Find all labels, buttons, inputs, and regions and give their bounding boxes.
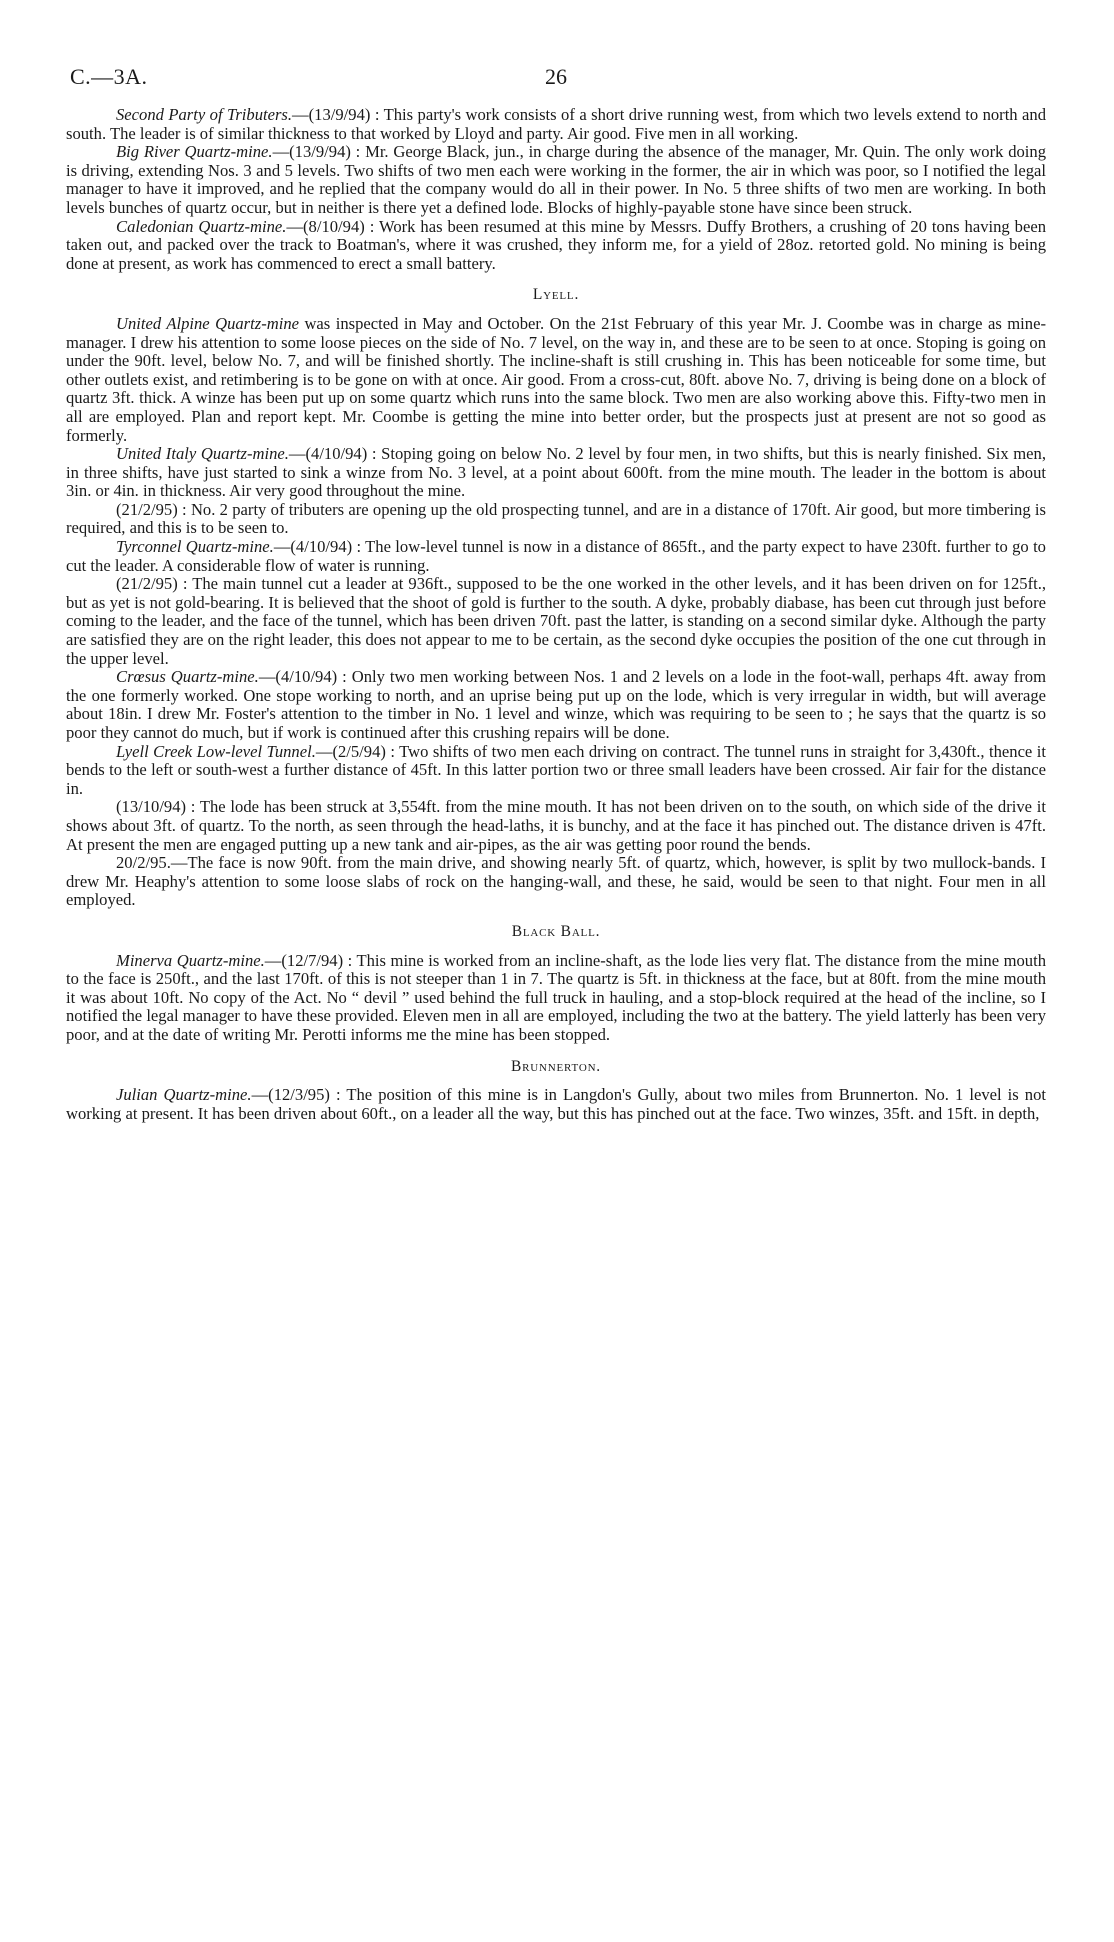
paragraph-united-alpine: United Alpine Quartz-mine was inspected in May and October. On the 21st February of this year Mr. J. Coombe was in charge as mine-manager. I drew his attention to some loose pieces on the side of No. 7 level, on the way in, and these are to be seen to at once. Stoping is going on under the 90ft. level, below No. 7, and will be finished shortly. The incline-shaft is still crushing in. This has been noticeable for some time, but other outlets exist, and retimbering is to be gone on with at once. Air good. From a cross-cut, 80ft. above No. 7, driving is being done on a block of quartz 3ft. thick. A winze has been put up on some quartz which runs into the same block. Two men are also working above this. Fifty-two men in all are employed. Plan and report kept. Mr. Coombe is getting the mine into better order, but the prospects just at present are not so good as formerly. — [66, 313, 1046, 445]
paragraph-croesus: Crœsus Quartz-mine.—(4/10/94) : Only two men working between Nos. 1 and 2 levels on a lode in the foot-wall, perhaps 4ft. away from the one formerly worked. One stope working to north, and an uprise being put up on the lode, which is very irregular in width, but will average about 18in. I drew Mr. Foster's attention to the timber in No. 1 level and winze, which was requiring to be seen to ; he says that the quartz is so poor they cannot do much, but if work is continued after this crushing repairs will be done. — [66, 667, 1046, 742]
page-header — [66, 58, 1046, 100]
paragraph-second-party-tributers: Second Party of Tributers.—(13/9/94) : This party's work consists of a short drive running west, from which two levels extend to north and south. The leader is of similar thickness to that worked by Lloyd and party. Air good. Five men in all working. — [66, 105, 1046, 143]
paragraph-big-river: Big River Quartz-mine.—(13/9/94) : Mr. George Black, jun., in charge during the absence of the manager, Mr. Quin. The only work doing is driving, extending Nos. 3 and 5 levels. Two shifts of two men each were working in the former, the air in which was poor, so I notified the legal manager to have it improved, and he replied that the company would do all in their power. In No. 5 three shifts of two men are working. In both levels bunches of quartz occur, but in neither is there yet a defined lode. Blocks of highly-payable stone have since been struck. — [66, 142, 1046, 217]
paragraph-lyell-creek-update-2: 20/2/95.—The face is now 90ft. from the main drive, and showing nearly 5ft. of quartz, which, however, is split by two mullock-bands. I drew Mr. Heaphy's attention to some loose slabs of rock on the hanging-wall, and these, he said, would be seen to that night. Four men in all employed. — [66, 853, 1046, 910]
document-body — [66, 106, 1046, 1123]
paragraph-lyell-creek-tunnel: Lyell Creek Low-level Tunnel.—(2/5/94) : Two shifts of two men each driving on contract. The tunnel runs in straight for 3,430ft., thence it bends to the left or south-west a further distance of 45ft. In this latter portion two or three small leaders have been crossed. Air fair for the distance in. — [66, 741, 1046, 798]
paragraph-united-italy-tributers: (21/2/95) : No. 2 party of tributers are opening up the old prospecting tunnel, and are in a distance of 170ft. Air good, but more timbering is required, and this is to be seen to. — [66, 499, 1046, 538]
paragraph-lyell-creek-update-1: (13/10/94) : The lode has been struck at 3,554ft. from the mine mouth. It has not been driven on to the south, on which side of the drive it shows about 3ft. of quartz. To the north, as seen through the head-laths, it is bunchy, and at the face it has pinched out. The distance driven is 47ft. At present the men are engaged putting up a new tank and air-pipes, as the air was getting poor round the bends. — [66, 797, 1046, 854]
paragraph-julian: Julian Quartz-mine.—(12/3/95) : The position of this mine is in Langdon's Gully, about two miles from Brunnerton. No. 1 level is not working at present. It has been driven about 60ft., on a leader all the way, but this has pinched out at the face. Two winzes, 35ft. and 15ft. in depth, — [66, 1085, 1046, 1123]
paragraph-caledonian: Caledonian Quartz-mine.—(8/10/94) : Work has been resumed at this mine by Messrs. Duffy Brothers, a crushing of 20 tons having been taken out, and packed over the track to Boatman's, where it was crushed, they inform me, for a yield of 28oz. retorted gold. No mining is being done at present, as work has commenced to erect a small battery. — [66, 216, 1046, 273]
section-heading-brunnerton: Brunnerton. — [511, 1057, 601, 1075]
section-heading-black-ball: Black Ball. — [511, 922, 601, 940]
section-heading-lyell: Lyell. — [532, 286, 580, 304]
paragraph-tyrconnel: Tyrconnel Quartz-mine.—(4/10/94) : The low-level tunnel is now in a distance of 865ft., and the party expect to have 230ft. further to go to cut the leader. A considerable flow of water is running. — [66, 537, 1046, 575]
paragraph-united-italy: United Italy Quartz-mine.—(4/10/94) : Stoping going on below No. 2 level by four men, in two shifts, but this is nearly finished. Six men, in three shifts, have just started to sink a winze from No. 3 level, at a point about 600ft. from the mine mouth. The leader in the bottom is about 3in. or 4in. in thickness. Air very good throughout the mine. — [66, 444, 1046, 501]
paragraph-minerva: Minerva Quartz-mine.—(12/7/94) : This mine is worked from an incline-shaft, as the lode lies very flat. The distance from the mine mouth to the face is 250ft., and the last 170ft. of this is not steeper than 1 in 7. The quartz is 5ft. in thickness at the face, but at 80ft. from the mine mouth it was about 10ft. No copy of the Act. No “ devil ” used behind the full truck in hauling, and a stop-block required at the head of the incline, so I notified the legal manager to have these provided. Eleven men in all are employed, including the two at the battery. The yield latterly has been very poor, and at the date of writing Mr. Perotti informs me the mine has been stopped. — [66, 950, 1046, 1044]
document-reference: C.—3A. — [70, 64, 148, 89]
paragraph-tyrconnel-update: (21/2/95) : The main tunnel cut a leader at 936ft., supposed to be the one worked in the other levels, and it has been driven on for 125ft., but as yet is not gold-bearing. It is believed that the shoot of gold is further to the south. A dyke, probably diabase, has been cut through just before coming to the leader, and the face of the tunnel, which has been driven 70ft. past the latter, is standing on a second similar dyke. Although the party are satisfied they are on the right leader, this does not appear to me to be certain, as the second dyke occupies the position of the one cut through in the upper level. — [66, 574, 1046, 668]
page-number: 26 — [545, 64, 567, 89]
document-page — [66, 58, 1046, 1123]
